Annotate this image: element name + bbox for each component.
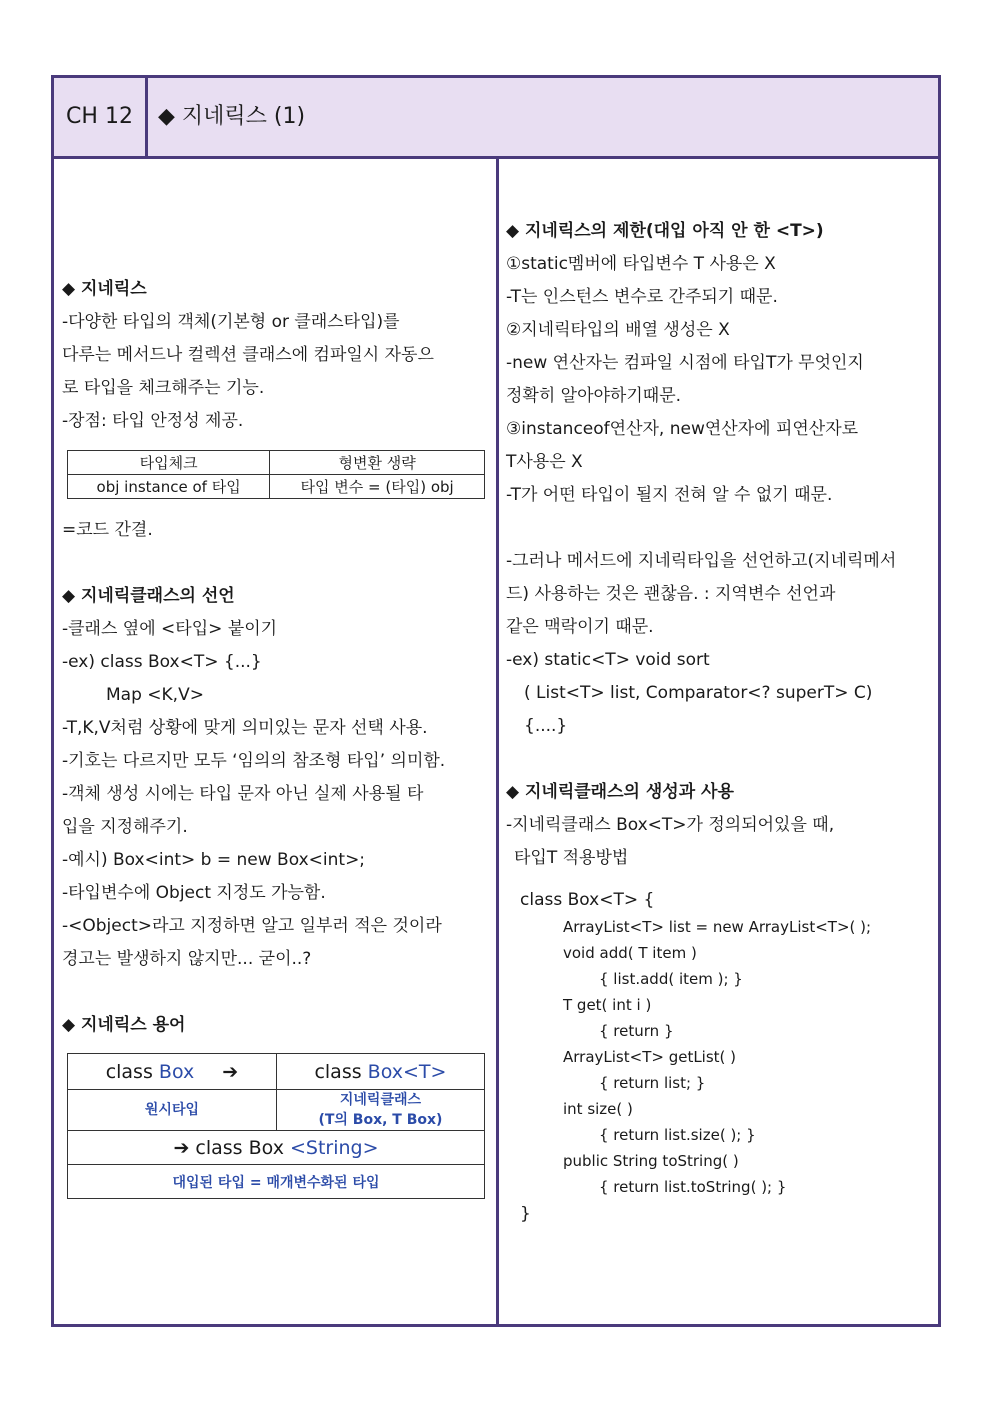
code-line: class Box<T> {: [520, 890, 655, 910]
text-line: -다양한 타입의 객체(기본형 or 클래스타입)를: [62, 312, 400, 332]
text-line: T사용은 X: [506, 452, 583, 472]
text-line: 정확히 알아야하기때문.: [506, 386, 682, 406]
parameterized-type-label: 대입된 타입 = 매개변수화된 타입: [68, 1165, 485, 1199]
class-name: Box<T>: [367, 1060, 447, 1083]
text-line: 드) 사용하는 것은 괜찮음. : 지역변수 선언과: [506, 584, 836, 604]
section-heading-usage: ◆ 지네릭클래스의 생성과 사용: [506, 782, 734, 802]
header-bar: [54, 78, 938, 159]
text-line: -클래스 옆에 <타입> 붙이기: [62, 619, 278, 639]
table-header-cell: 형변환 생략: [270, 451, 485, 475]
text-line: -타입변수에 Object 지정도 가능함.: [62, 883, 326, 903]
table-header-cell: 타입체크: [68, 451, 270, 475]
text-line: -T는 인스턴스 변수로 간주되기 때문.: [506, 287, 778, 307]
page-frame: [51, 75, 941, 1327]
page-title: ◆ 지네릭스 (1): [158, 104, 306, 129]
chapter-label: CH 12: [54, 78, 148, 156]
section-heading-terms: ◆ 지네릭스 용어: [62, 1015, 186, 1035]
code-line: { list.add( item ); }: [599, 970, 743, 988]
text-line: -ex) class Box<T> {...}: [62, 652, 262, 672]
parameterized-class-cell: [68, 1131, 485, 1165]
generic-class-cell: [276, 1054, 484, 1090]
code-line: int size( ): [563, 1100, 633, 1118]
code-line: public String toString( ): [563, 1152, 739, 1170]
text-line: -기호는 다르지만 모두 ‘임의의 참조형 타입’ 의미함.: [62, 751, 446, 771]
arrow-icon: ➔: [222, 1060, 239, 1083]
code-line: }: [520, 1204, 531, 1224]
generic-class-label-line: 지네릭클래스: [339, 1092, 422, 1108]
type-argument: <String>: [289, 1136, 379, 1159]
class-keyword: class: [105, 1060, 159, 1083]
text-line: 경고는 발생하지 않지만... 굳이..?: [62, 949, 312, 969]
text-line: 다루는 메서드나 컬렉션 클래스에 컴파일시 자동으: [62, 345, 434, 365]
text-line: ( List<T> list, Comparator<? superT> C): [524, 683, 873, 703]
text-line: =코드 간결.: [62, 520, 153, 540]
text-line: -객체 생성 시에는 타입 문자 아닌 실제 사용될 타: [62, 784, 424, 804]
text-line: -<Object>라고 지정하면 알고 일부러 적은 것이라: [62, 916, 442, 936]
code-line: { return }: [599, 1022, 674, 1040]
text-line: ①static멤버에 타입변수 T 사용은 X: [506, 254, 776, 274]
code-line: { return list; }: [599, 1074, 706, 1092]
code-line: ArrayList<T> list = new ArrayList<T>( );: [563, 918, 872, 936]
text-line: -new 연산자는 컴파일 시점에 타입T가 무엇인지: [506, 353, 864, 373]
text-line: -T,K,V처럼 상황에 맞게 의미있는 문자 선택 사용.: [62, 718, 428, 738]
text-line: -장점: 타입 안정성 제공.: [62, 411, 244, 431]
column-divider: [496, 159, 499, 1327]
text-line: ③instanceof연산자, new연산자에 피연산자로: [506, 419, 859, 439]
text-line: Map <K,V>: [106, 685, 204, 705]
text-line: ②지네릭타입의 배열 생성은 X: [506, 320, 730, 340]
text-line: -지네릭클래스 Box<T>가 정의되어있을 때,: [506, 815, 835, 835]
generic-class-label: [276, 1090, 484, 1131]
class-name: Box: [158, 1060, 195, 1083]
text-line: 타입T 적용방법: [514, 848, 629, 868]
class-keyword: class: [314, 1060, 368, 1083]
section-heading-class-decl: ◆ 지네릭클래스의 선언: [62, 586, 235, 606]
text-line: 같은 맥락이기 때문.: [506, 617, 654, 637]
code-line: ArrayList<T> getList( ): [563, 1048, 737, 1066]
table-cell: obj instance of 타입: [68, 475, 270, 499]
text-line: {....}: [524, 716, 568, 736]
parameterized-class-text: ➔ class Box: [173, 1136, 290, 1159]
text-line: -그러나 메서드에 지네릭타입을 선언하고(지네릭메서: [506, 551, 897, 571]
code-line: void add( T item ): [563, 944, 697, 962]
raw-class-cell: [68, 1054, 277, 1090]
section-heading-limits: ◆ 지네릭스의 제한(대입 아직 안 한 <T>): [506, 221, 824, 241]
generic-class-label-line: (T의 Box, T Box): [318, 1112, 443, 1128]
text-line: -예시) Box<int> b = new Box<int>;: [62, 850, 366, 870]
text-line: 로 타입을 체크해주는 기능.: [62, 378, 265, 398]
text-line: -T가 어떤 타입이 될지 전혀 알 수 없기 때문.: [506, 485, 833, 505]
text-line: -ex) static<T> void sort: [506, 650, 710, 670]
code-line: { return list.toString( ); }: [599, 1178, 787, 1196]
code-line: { return list.size( ); }: [599, 1126, 756, 1144]
section-heading-generics: ◆ 지네릭스: [62, 279, 147, 299]
raw-type-label: 원시타입: [68, 1090, 277, 1131]
table-cell: 타입 변수 = (타입) obj: [270, 475, 485, 499]
typecheck-table: [67, 450, 485, 499]
code-line: T get( int i ): [563, 996, 652, 1014]
terms-table: [67, 1053, 485, 1199]
text-line: 입을 지정해주기.: [62, 817, 188, 837]
